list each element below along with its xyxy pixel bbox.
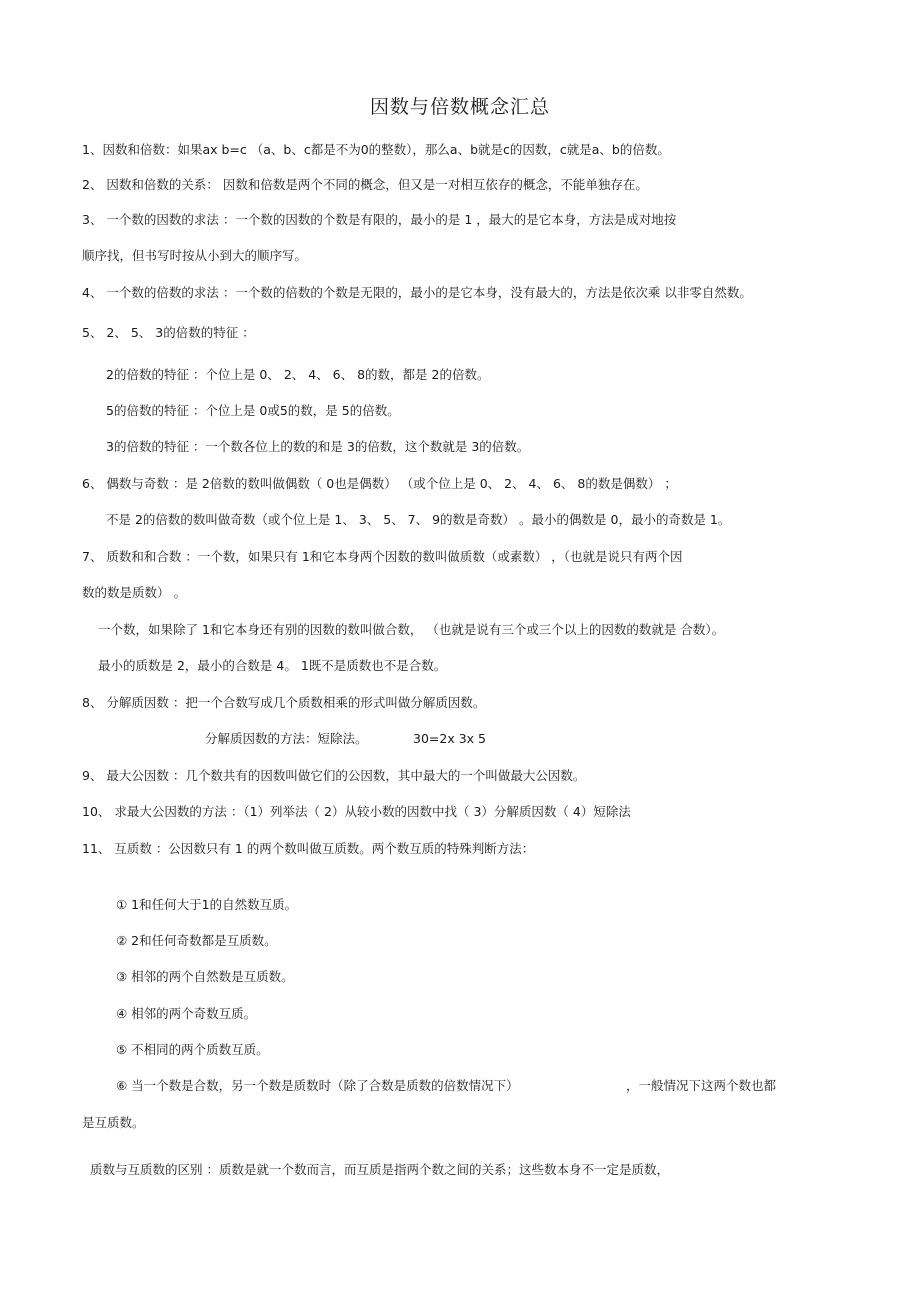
paragraph-7-line-1: 7、 质数和和合数 ：一个数，如果只有 1和它本身两个因数的数叫做质数（或素数） ，（也就是说只有两个因 <box>82 549 683 564</box>
paragraph-6-line-1: 6、 偶数与奇数 ：是 2倍数的数叫做偶数（ 0也是偶数） （或个位上是 0、 2、 4、 6、 8的数是偶数） ； <box>82 476 677 491</box>
factorization-example: 30=2x 3x 5 <box>413 731 486 746</box>
coprime-rule-4: ④ 相邻的两个奇数互质。 <box>116 1006 257 1021</box>
coprime-rule-5: ⑤ 不相同的两个质数互质。 <box>116 1042 269 1057</box>
rule-multiple-of-3: 3的倍数的特征 ：一个数各位上的数的和是 3的倍数，这个数就是 3的倍数。 <box>106 439 530 454</box>
paragraph-3-line-2: 顺序找，但书写时按从小到大的顺序写。 <box>82 248 308 263</box>
paragraph-9: 9、 最大公因数 ：几个数共有的因数叫做它们的公因数，其中最大的一个叫做最大公因数。 <box>82 768 586 783</box>
paragraph-7-composite: 一个数，如果除了 1和它本身还有别的因数的数叫做合数， （也就是说有三个或三个以上的因数的数就是 合数）。 <box>98 622 725 637</box>
coprime-rule-6-part-3: 是互质数。 <box>82 1115 145 1130</box>
coprime-rule-3: ③ 相邻的两个自然数是互质数。 <box>116 969 294 984</box>
coprime-rule-6-part-2: ，一般情况下这两个数也都 <box>626 1078 777 1093</box>
paragraph-3-line-1: 3、 一个数的因数的求法 ：一个数的因数的个数是有限的，最小的是 1 ，最大的是它本身，方法是成对地按 <box>82 212 677 227</box>
factorization-method: 分解质因数的方法：短除法。 <box>205 731 368 746</box>
paragraph-8: 8、 分解质因数 ：把一个合数写成几个质数相乘的形式叫做分解质因数。 <box>82 695 486 710</box>
coprime-rule-6-part-1: ⑥ 当一个数是合数，另一个数是质数时（除了合数是质数的倍数情况下） <box>116 1078 519 1093</box>
coprime-rule-1: ① 1和任何大于1的自然数互质。 <box>116 897 298 912</box>
rule-multiple-of-5: 5的倍数的特征 ：个位上是 0或5的数，是 5的倍数。 <box>106 403 400 418</box>
paragraph-11: 11、 互质数 ：公因数只有 1 的两个数叫做互质数。两个数互质的特殊判断方法： <box>82 841 535 856</box>
page-title: 因数与倍数概念汇总 <box>369 96 550 118</box>
paragraph-4: 4、 一个数的倍数的求法 ：一个数的倍数的个数是无限的，最小的是它本身，没有最大的，方法是依次乘 以非零自然数。 <box>82 285 752 300</box>
rule-multiple-of-2: 2的倍数的特征 ：个位上是 0、 2、 4、 6、 8的数，都是 2的倍数。 <box>106 367 490 382</box>
paragraph-2: 2、 因数和倍数的关系： 因数和倍数是两个不同的概念，但又是一对相互依存的概念，不能单独存在。 <box>82 177 648 192</box>
paragraph-1: 1、因数和倍数：如果ax b=c （a、b、c都是不为0的整数），那么a、b就是c的因数，c就是a、b的倍数。 <box>82 142 670 157</box>
paragraph-6-line-2: 不是 2的倍数的数叫做奇数（或个位上是 1、 3、 5、 7、 9的数是奇数） 。最小的偶数是 0，最小的奇数是 1。 <box>106 512 731 527</box>
paragraph-7-smallest: 最小的质数是 2，最小的合数是 4。 1既不是质数也不是合数。 <box>98 658 447 673</box>
coprime-rule-2: ② 2和任何奇数都是互质数。 <box>116 933 277 948</box>
paragraph-5: 5、 2、 5、 3的倍数的特征 ： <box>82 325 255 340</box>
paragraph-7-line-2: 数的数是质数） 。 <box>82 585 186 600</box>
prime-vs-coprime: 质数与互质数的区别 ：质数是就一个数而言，而互质是指两个数之间的关系；这些数本身不一定是质数， <box>90 1162 669 1177</box>
paragraph-10: 10、 求最大公因数的方法 ：（1）列举法（ 2）从较小数的因数中找（ 3）分解质因数（ 4）短除法 <box>82 804 631 819</box>
